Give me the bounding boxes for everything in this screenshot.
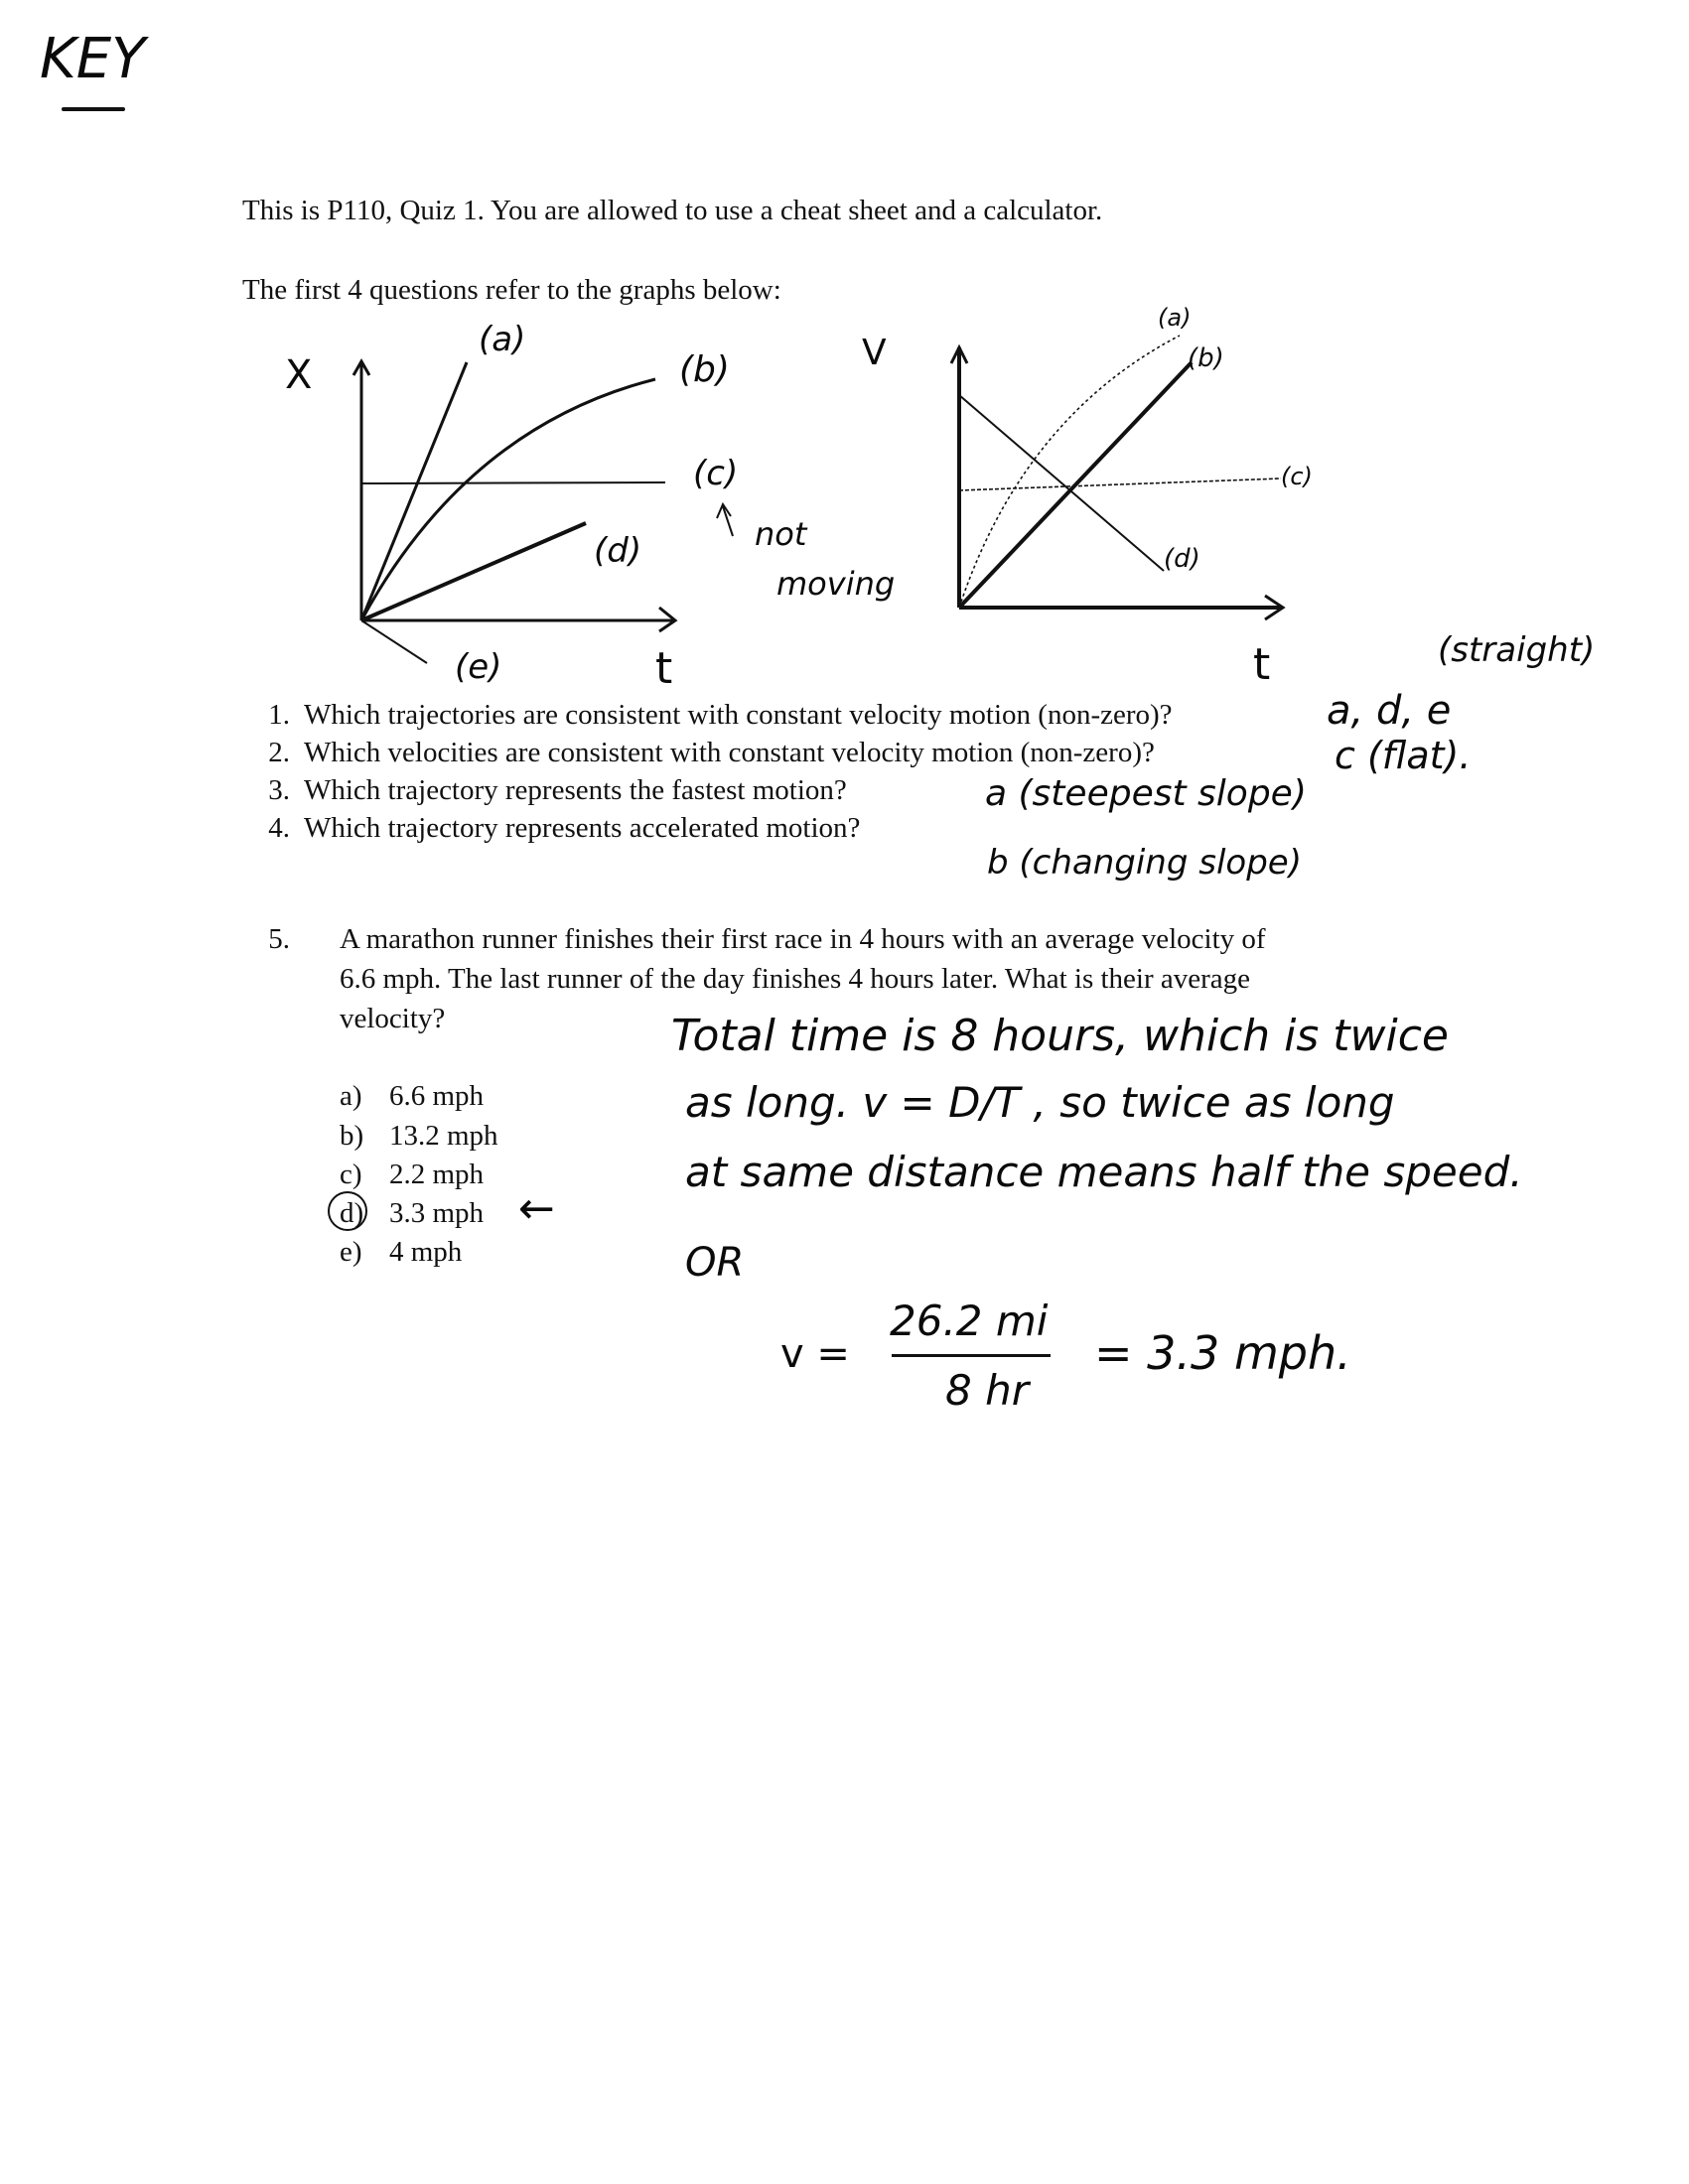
question-text: Which trajectories are consistent with constant velocity motion (non-zero)? — [304, 699, 1173, 731]
question-number: 2. — [268, 737, 290, 768]
option-text: 13.2 mph — [389, 1120, 498, 1152]
work-line-2: as long. v = D/T , so twice as long — [685, 1078, 1395, 1127]
x-curve-e — [361, 620, 427, 663]
equation-denominator: 8 hr — [945, 1366, 1029, 1415]
question-5-line-2: 6.6 mph. The last runner of the day finishes 4 hours later. What is their average — [340, 963, 1251, 995]
question-5-number: 5. — [268, 923, 290, 955]
option-text: 2.2 mph — [389, 1159, 485, 1190]
option-e — [340, 1236, 462, 1269]
v-graph-curves — [959, 336, 1281, 608]
answer-2: c (flat). — [1335, 734, 1472, 777]
x-curve-label-c: (c) — [693, 454, 739, 493]
option-letter: a) — [340, 1080, 362, 1112]
question-5-line-1: A marathon runner finishes their first race in 4 hours with an average velocity of — [340, 923, 1266, 955]
not-moving-note-line1: not — [755, 515, 807, 553]
intro-text: This is P110, Quiz 1. You are allowed to use a cheat sheet and a calculator. — [242, 195, 1103, 226]
option-text: 3.3 mph — [389, 1197, 485, 1229]
option-text: 6.6 mph — [389, 1080, 485, 1112]
v-graph-x-label: t — [1253, 639, 1271, 690]
x-curve-label-b: (b) — [679, 349, 730, 390]
key-mark: KEY — [40, 27, 146, 91]
option-letter: b) — [340, 1120, 364, 1152]
option-d — [340, 1197, 484, 1230]
option-c — [340, 1159, 484, 1191]
v-curve-c — [959, 478, 1281, 490]
option-a — [340, 1080, 484, 1113]
x-graph-y-label: X — [285, 352, 313, 398]
equation-v: v = — [780, 1331, 850, 1377]
equation-fraction-bar — [892, 1354, 1051, 1357]
equation-result: = 3.3 mph. — [1094, 1326, 1351, 1380]
x-curve-c — [361, 482, 665, 483]
question-text: Which velocities are consistent with constant velocity motion (non-zero)? — [304, 737, 1155, 768]
v-curve-label-d: (d) — [1164, 544, 1200, 574]
v-curve-a — [959, 336, 1180, 608]
graphs-area — [0, 0, 1689, 695]
work-line-3: at same distance means half the speed. — [685, 1148, 1523, 1196]
graphs-intro-text: The first 4 questions refer to the graphs below: — [242, 274, 781, 306]
option-b — [340, 1120, 498, 1153]
not-moving-note-line2: moving — [776, 565, 896, 603]
v-curve-label-c: (c) — [1281, 463, 1313, 490]
option-letter: c) — [340, 1159, 362, 1190]
selected-arrow-icon: ← — [518, 1183, 555, 1234]
x-graph-x-label: t — [655, 643, 673, 694]
question-number: 1. — [268, 699, 290, 731]
x-curve-label-e: (e) — [455, 647, 502, 687]
v-curve-label-a: (a) — [1158, 304, 1192, 332]
option-letter: d) — [340, 1197, 364, 1229]
x-curve-label-d: (d) — [594, 531, 642, 571]
equation-numerator: 26.2 mi — [890, 1297, 1049, 1345]
question-4 — [242, 814, 860, 843]
v-curve-label-b: (b) — [1188, 343, 1224, 373]
x-graph-curves — [361, 362, 733, 663]
question-number: 4. — [268, 812, 290, 844]
option-letter: e) — [340, 1236, 362, 1268]
question-text: Which trajectory represents the fastest motion? — [304, 774, 847, 806]
answer-1: a, d, e — [1327, 688, 1452, 734]
x-curve-b — [361, 379, 655, 620]
question-5-line-3: velocity? — [340, 1003, 446, 1034]
answer-1-note: (straight) — [1438, 630, 1596, 670]
question-text: Which trajectory represents accelerated motion? — [304, 812, 861, 844]
v-graph-axes — [951, 343, 1283, 619]
option-text: 4 mph — [389, 1236, 463, 1268]
work-line-1: Total time is 8 hours, which is twice — [671, 1011, 1449, 1061]
question-3 — [242, 776, 847, 805]
work-or: OR — [685, 1240, 745, 1286]
question-1 — [242, 701, 1173, 730]
x-graph-axes — [353, 361, 675, 631]
question-2 — [242, 739, 1155, 767]
v-curve-b — [959, 362, 1192, 608]
x-curve-label-a: (a) — [479, 320, 526, 359]
question-number: 3. — [268, 774, 290, 806]
v-graph-y-label: V — [862, 333, 887, 373]
answer-4: b (changing slope) — [987, 843, 1302, 883]
answer-3: a (steepest slope) — [985, 773, 1307, 814]
